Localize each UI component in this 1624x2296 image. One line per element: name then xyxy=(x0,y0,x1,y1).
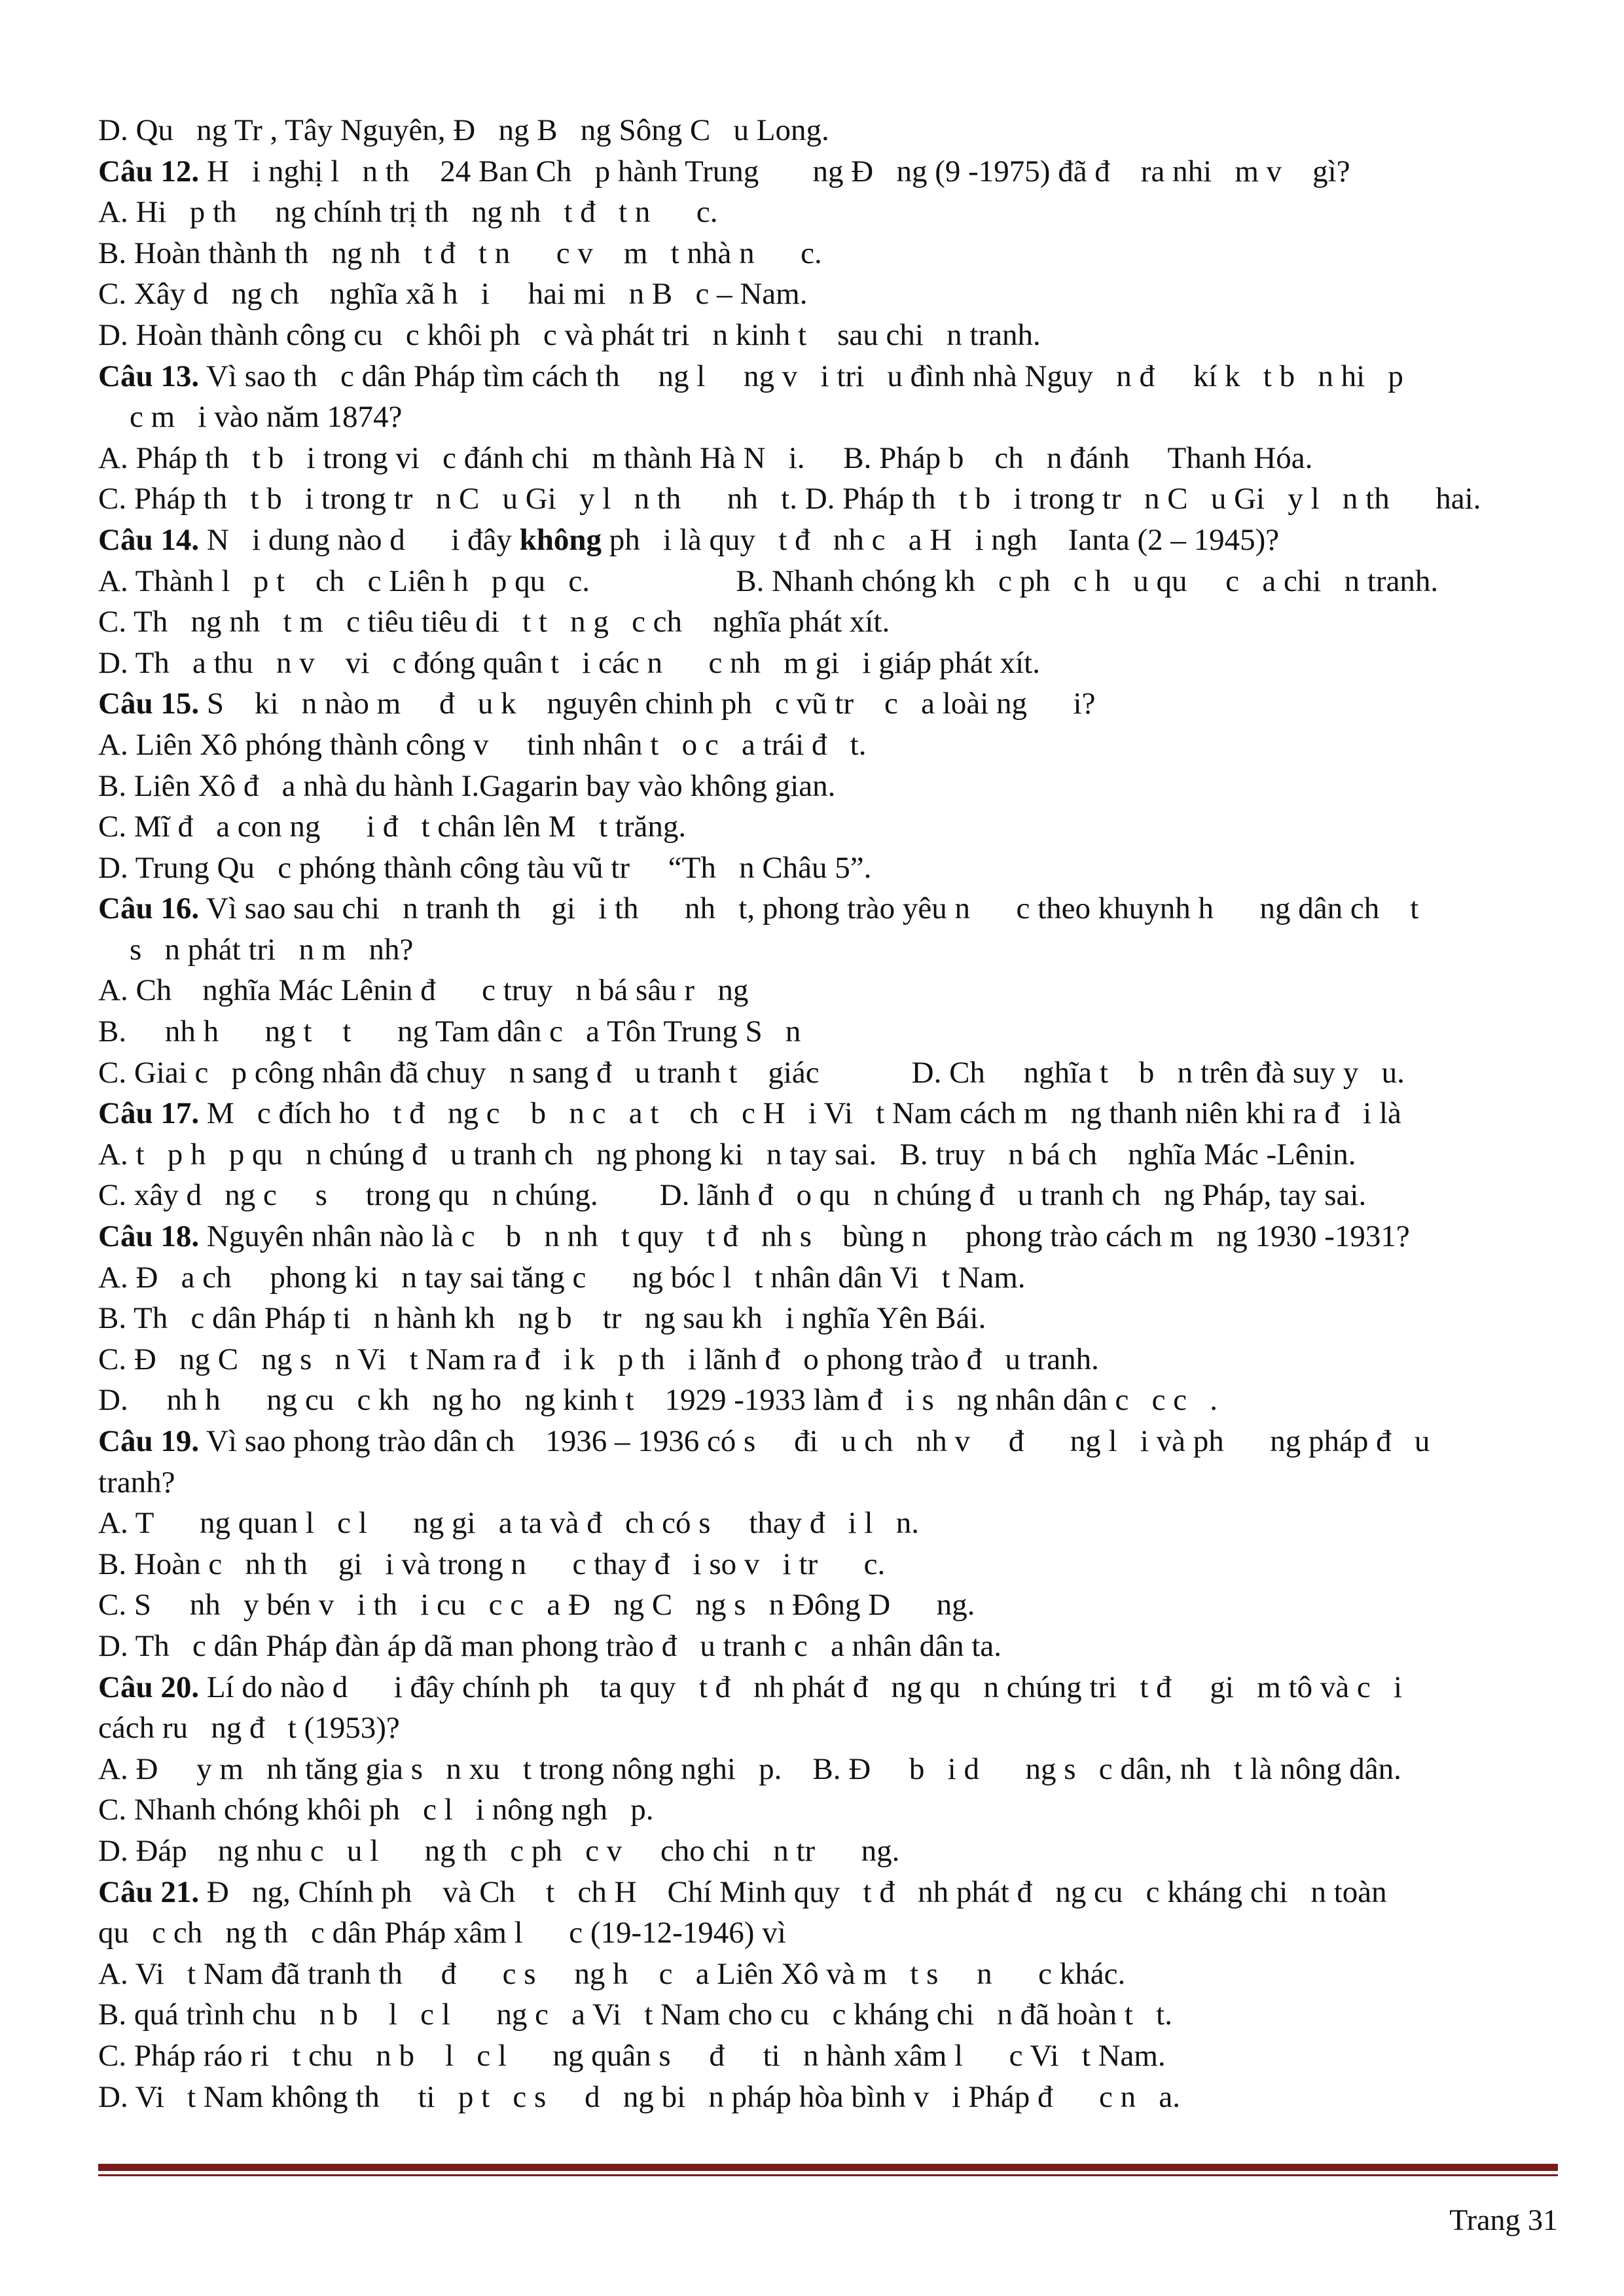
line-text: A. Hi p th ng chính trị th ng nh t đ t n c. xyxy=(98,195,718,230)
line-text: c m i vào năm 1874? xyxy=(130,400,403,435)
line-text: A. Liên Xô phóng thành công v tinh nhân t o c a trái đ t. xyxy=(98,727,867,762)
text-line xyxy=(98,2077,1558,2118)
line-text: A. T ng quan l c l ng gi a ta và đ ch có s thay đ i l n. xyxy=(98,1506,920,1541)
text-line xyxy=(98,1585,1558,1626)
question-line xyxy=(98,1093,1558,1134)
line-text: A. Đ a ch phong ki n tay sai tăng c ng bóc l t nhân dân Vi t Nam. xyxy=(98,1260,1026,1295)
line-text: C. Nhanh chóng khôi ph c l i nông ngh p. xyxy=(98,1793,654,1827)
line-text: D. Vi t Nam không th ti p t c s d ng bi n pháp hòa bình v i Pháp đ c n a. xyxy=(98,2079,1180,2114)
text-line xyxy=(98,1339,1558,1380)
line-text: A. Pháp th t b i trong vi c đánh chi m thành Hà N i. B. Pháp b ch n đánh Thanh Hóa. xyxy=(98,440,1313,475)
text-line xyxy=(98,643,1558,684)
text-line xyxy=(98,561,1558,602)
question-label: Câu 14. xyxy=(98,522,200,557)
text-line xyxy=(98,1994,1558,2036)
line-text: B. quá trình chu n b l c l ng c a Vi t Nam cho cu c kháng chi n đã hoàn t t. xyxy=(98,1998,1172,2032)
text-line xyxy=(98,1708,1558,1749)
line-text: N i dung nào d i đây xyxy=(199,522,520,557)
line-text: Vì sao phong trào dân ch 1936 – 1936 có s đi u ch nh v đ ng l i và ph ng pháp đ u xyxy=(199,1424,1430,1458)
line-text: s n phát tri n m nh? xyxy=(130,932,414,967)
question-line xyxy=(98,151,1558,192)
line-text: A. Thành l p t ch c Liên h p qu c. B. Nhanh chóng kh c ph c h u qu c a chi n tranh. xyxy=(98,564,1439,598)
line-text: C. Xây d ng ch nghĩa xã h i hai mi n B c – Nam. xyxy=(98,277,808,312)
line-text-tail: ph i là quy t đ nh c a H i ngh Ianta (2 – 1945)? xyxy=(602,522,1280,557)
question-line xyxy=(98,888,1558,929)
text-line xyxy=(98,1912,1558,1954)
text-line xyxy=(98,1954,1558,1995)
question-label: Câu 13. xyxy=(98,359,200,393)
question-label: Câu 21. xyxy=(98,1874,200,1909)
line-text: Đ ng, Chính ph và Ch t ch H Chí Minh quy t đ nh phát đ ng cu c kháng chi n toàn xyxy=(199,1874,1387,1909)
line-text: B. nh h ng t t ng Tam dân c a Tôn Trung S n xyxy=(98,1014,801,1049)
line-text: C. S nh y bén v i th i cu c c a Đ ng C ng s n Đông D ng. xyxy=(98,1588,975,1623)
text-line xyxy=(98,2036,1558,2077)
question-line xyxy=(98,356,1558,397)
line-text: D. Hoàn thành công cu c khôi ph c và phát tri n kinh t sau chi n tranh. xyxy=(98,317,1041,352)
line-text: A. Đ y m nh tăng gia s n xu t trong nông nghi p. B. Đ b i d ng s c dân, nh t là nông dân. xyxy=(98,1751,1401,1786)
line-text: Vì sao th c dân Pháp tìm cách th ng l ng v i tri u đình nhà Nguy n đ kí k t b n hi p xyxy=(199,359,1403,393)
text-line xyxy=(98,929,1558,971)
line-text: B. Hoàn thành th ng nh t đ t n c v m t nhà n c. xyxy=(98,236,822,270)
line-text: C. xây d ng c s trong qu n chúng. D. lãnh đ o qu n chúng đ u tranh ch ng Pháp, tay sai. xyxy=(98,1178,1367,1213)
line-text: M c đích ho t đ ng c b n c a t ch c H i Vi t Nam cách m ng thanh niên khi ra đ i là xyxy=(199,1096,1401,1131)
text-line xyxy=(98,1052,1558,1094)
line-text: C. Mĩ đ a con ng i đ t chân lên M t trăng. xyxy=(98,810,687,844)
text-line xyxy=(98,274,1558,315)
text-line xyxy=(98,848,1558,889)
question-label: Câu 19. xyxy=(98,1424,200,1458)
question-line xyxy=(98,1667,1558,1708)
question-line xyxy=(98,1216,1558,1257)
text-line xyxy=(98,1134,1558,1175)
line-text: C. Pháp ráo ri t chu n b l c l ng quân s đ ti n hành xâm l c Vi t Nam. xyxy=(98,2038,1166,2073)
question-label: Câu 17. xyxy=(98,1096,200,1131)
page-number: Trang 31 xyxy=(1449,2203,1558,2236)
line-text: A. t p h p qu n chúng đ u tranh ch ng phong ki n tay sai. B. truy n bá ch nghĩa Mác -Lênin. xyxy=(98,1137,1356,1172)
line-text: cách ru ng đ t (1953)? xyxy=(98,1711,400,1746)
line-text: D. nh h ng cu c kh ng ho ng kinh t 1929 -1933 làm đ i s ng nhân dân c c c . xyxy=(98,1383,1218,1418)
footer-rule-thick xyxy=(98,2164,1558,2171)
text-line xyxy=(98,1257,1558,1299)
text-line xyxy=(98,478,1558,520)
line-text: C. Th ng nh t m c tiêu tiêu di t t n g c ch nghĩa phát xít. xyxy=(98,605,890,639)
text-line xyxy=(98,1462,1558,1503)
line-text: B. Liên Xô đ a nhà du hành I.Gagarin bay vào không gian. xyxy=(98,768,836,803)
line-text: Lí do nào d i đây chính ph ta quy t đ nh phát đ ng qu n chúng tri t đ gi m tô và c i xyxy=(199,1670,1403,1704)
text-line xyxy=(98,110,1558,151)
question-line xyxy=(98,1872,1558,1913)
line-text: D. Th a thu n v vi c đóng quân t i các n c nh m gi i giáp phát xít. xyxy=(98,645,1040,680)
line-text: C. Pháp th t b i trong tr n C u Gi y l n th nh t. D. Pháp th t b i trong tr n C u Gi y l n th hai. xyxy=(98,482,1481,516)
line-text: tranh? xyxy=(98,1465,175,1499)
text-line xyxy=(98,1380,1558,1421)
question-list xyxy=(98,110,1558,2117)
text-line xyxy=(98,192,1558,233)
text-line xyxy=(98,1298,1558,1339)
line-text: A. Vi t Nam đã tranh th đ c s ng h c a Liên Xô và m t s n c khác. xyxy=(98,1956,1126,1991)
line-text: Nguyên nhân nào là c b n nh t quy t đ nh s bùng n phong trào cách m ng 1930 -1931? xyxy=(199,1219,1410,1254)
question-line xyxy=(98,1421,1558,1462)
text-line xyxy=(98,397,1558,438)
line-text: Vì sao sau chi n tranh th gi i th nh t, phong trào yêu n c theo khuynh h ng dân ch t xyxy=(199,891,1419,926)
question-line xyxy=(98,683,1558,725)
text-line xyxy=(98,1831,1558,1872)
text-line xyxy=(98,970,1558,1011)
text-line xyxy=(98,315,1558,356)
line-text: H i nghị l n th 24 Ban Ch p hành Trung ng Đ ng (9 -1975) đã đ ra nhi m v gì? xyxy=(199,154,1350,188)
text-line xyxy=(98,1011,1558,1052)
line-text: C. Giai c p công nhân đã chuy n sang đ u tranh t giác D. Ch nghĩa t b n trên đà suy y u. xyxy=(98,1055,1405,1090)
question-label: Câu 16. xyxy=(98,891,200,926)
line-text: D. Th c dân Pháp đàn áp dã man phong trào đ u tranh c a nhân dân ta. xyxy=(98,1628,1002,1663)
line-text: B. Th c dân Pháp ti n hành kh ng b tr ng sau kh i nghĩa Yên Bái. xyxy=(98,1301,986,1336)
text-line xyxy=(98,1789,1558,1831)
question-label: Câu 20. xyxy=(98,1670,200,1704)
question-label: Câu 15. xyxy=(98,687,200,721)
line-text: C. Đ ng C ng s n Vi t Nam ra đ i k p th i lãnh đ o phong trào đ u tranh. xyxy=(98,1342,1099,1376)
emphasis-text: không xyxy=(519,522,602,557)
text-line xyxy=(98,1175,1558,1216)
text-line xyxy=(98,438,1558,479)
question-label: Câu 18. xyxy=(98,1219,200,1254)
text-line xyxy=(98,1544,1558,1585)
line-text: A. Ch nghĩa Mác Lênin đ c truy n bá sâu r ng xyxy=(98,973,749,1008)
text-line xyxy=(98,233,1558,274)
text-line xyxy=(98,806,1558,848)
text-line xyxy=(98,766,1558,807)
footer-rule-thin xyxy=(98,2174,1558,2176)
text-line xyxy=(98,601,1558,643)
line-text: B. Hoàn c nh th gi i và trong n c thay đ i so v i tr c. xyxy=(98,1547,886,1581)
text-line xyxy=(98,1749,1558,1790)
question-line xyxy=(98,520,1558,561)
line-text: D. Trung Qu c phóng thành công tàu vũ tr “Th n Châu 5”. xyxy=(98,850,872,885)
line-text: S ki n nào m đ u k nguyên chinh ph c vũ tr c a loài ng i? xyxy=(199,687,1096,721)
text-line xyxy=(98,1626,1558,1667)
line-text: D. Qu ng Tr , Tây Nguyên, Đ ng B ng Sông C u Long. xyxy=(98,113,829,147)
text-line xyxy=(98,725,1558,766)
text-line xyxy=(98,1503,1558,1544)
question-label: Câu 12. xyxy=(98,154,200,188)
line-text: D. Đáp ng nhu c u l ng th c ph c v cho chi n tr ng. xyxy=(98,1833,900,1868)
line-text: qu c ch ng th c dân Pháp xâm l c (19-12-1946) vì xyxy=(98,1916,786,1950)
